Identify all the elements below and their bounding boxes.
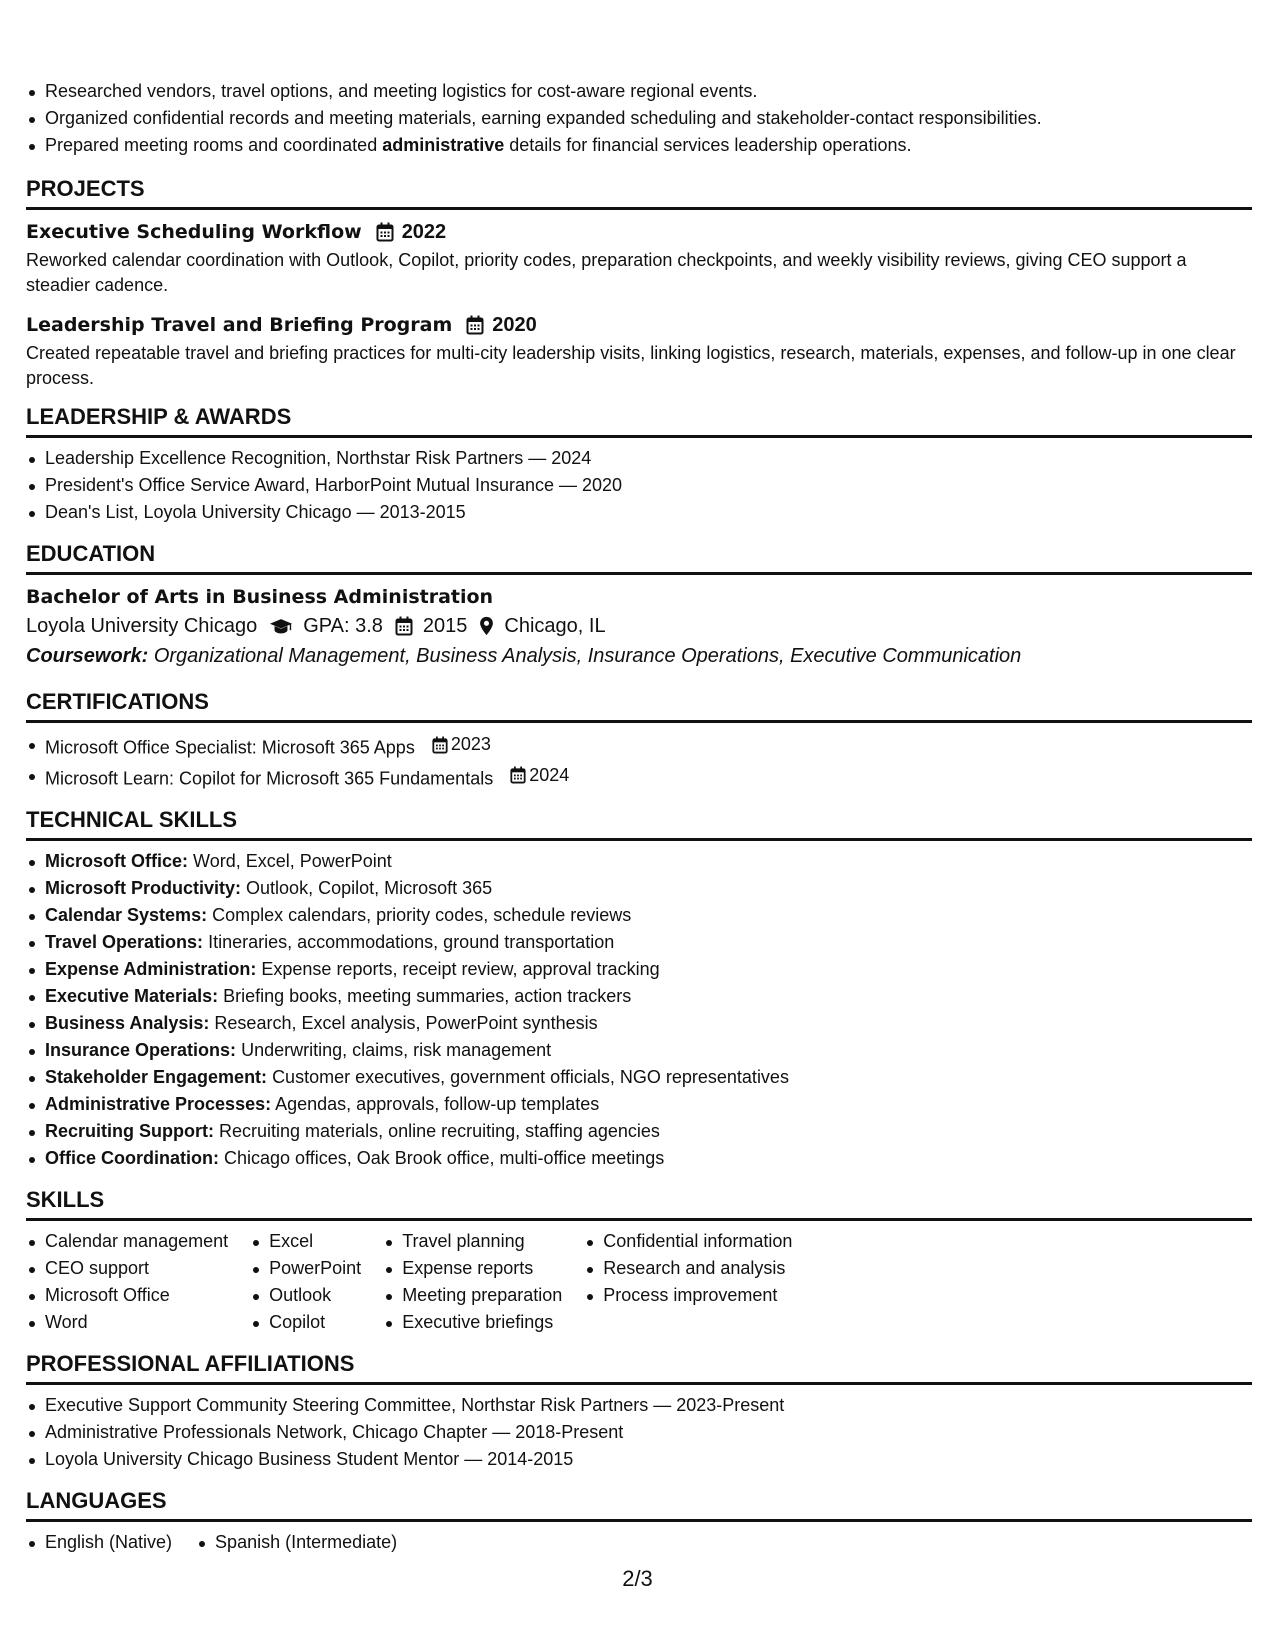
skill-item: Copilot xyxy=(250,1309,361,1336)
graduation-cap-icon xyxy=(269,618,293,635)
skill-label: Recruiting Support: xyxy=(45,1121,214,1141)
language-item: Spanish (Intermediate) xyxy=(196,1529,397,1556)
affiliations-list xyxy=(26,1392,1252,1473)
technical-skill-item xyxy=(26,1037,1252,1064)
skill-item: Outlook xyxy=(250,1282,361,1309)
experience-bullets xyxy=(26,78,1252,159)
skill-value: Underwriting, claims, risk management xyxy=(241,1040,552,1060)
gpa: GPA: 3.8 xyxy=(303,615,383,637)
project-description: Created repeatable travel and briefing practices for multi-city leadership visits, linking logistics, research, materials, expenses, and follow-up in one clear process. xyxy=(26,343,1236,388)
skills-column xyxy=(584,1228,792,1336)
certifications-section xyxy=(26,689,1252,792)
technical-skill-item xyxy=(26,848,1252,875)
skill-label: Microsoft Productivity: xyxy=(45,878,242,898)
section-title: LANGUAGES xyxy=(26,1488,1252,1522)
skill-item: Travel planning xyxy=(383,1228,562,1255)
skill-item: Meeting preparation xyxy=(383,1282,562,1309)
calendar-icon xyxy=(466,315,484,335)
calendar-icon xyxy=(510,766,526,784)
graduation-year: 2015 xyxy=(422,615,468,637)
list-item: Leadership Excellence Recognition, Northstar Risk Partners — 2024 xyxy=(26,445,1252,472)
list-item: President's Office Service Award, HarborPoint Mutual Insurance — 2020 xyxy=(26,472,1252,499)
skill-item: Research and analysis xyxy=(584,1255,792,1282)
leadership-section xyxy=(26,404,1252,526)
skills-section xyxy=(26,1187,1252,1336)
technical-skill-item xyxy=(26,875,1252,902)
section-title: TECHNICAL SKILLS xyxy=(26,807,1252,841)
skill-item: CEO support xyxy=(26,1255,228,1282)
bullet-text: Researched vendors, travel options, and meeting logistics for cost-aware regional events. xyxy=(45,81,758,101)
section-title: SKILLS xyxy=(26,1187,1252,1221)
skill-value: Recruiting materials, online recruiting, staffing agencies xyxy=(219,1121,660,1141)
skill-value: Expense reports, receipt review, approval tracking xyxy=(261,959,660,979)
technical-skill-item xyxy=(26,929,1252,956)
calendar-icon xyxy=(395,616,413,636)
languages-section xyxy=(26,1488,1252,1556)
skill-item: Expense reports xyxy=(383,1255,562,1282)
list-item: Administrative Professionals Network, Chicago Chapter — 2018-Present xyxy=(26,1419,1252,1446)
skill-item: Process improvement xyxy=(584,1282,792,1309)
projects-section xyxy=(26,176,1252,391)
certification-year: 2023 xyxy=(450,734,491,754)
technical-skills-list xyxy=(26,848,1252,1172)
project-item xyxy=(26,311,1252,391)
education-meta xyxy=(26,611,1252,641)
project-name: Leadership Travel and Briefing Program xyxy=(26,314,453,336)
skills-column xyxy=(26,1228,228,1336)
skill-value: Briefing books, meeting summaries, action trackers xyxy=(223,986,632,1006)
skill-value: Outlook, Copilot, Microsoft 365 xyxy=(246,878,493,898)
section-title: PROFESSIONAL AFFILIATIONS xyxy=(26,1351,1252,1385)
skills-grid xyxy=(26,1228,1252,1336)
list-item: Dean's List, Loyola University Chicago — 2013-2015 xyxy=(26,499,1252,526)
degree-title: Bachelor of Arts in Business Administration xyxy=(26,586,494,608)
experience-bullet xyxy=(26,78,1252,105)
school-location: Chicago, IL xyxy=(504,615,606,637)
section-title: LEADERSHIP & AWARDS xyxy=(26,404,1252,438)
technical-skills-section xyxy=(26,807,1252,1172)
skill-item: Word xyxy=(26,1309,228,1336)
certifications-list xyxy=(26,731,1252,792)
project-year: 2022 xyxy=(401,221,447,243)
section-title: PROJECTS xyxy=(26,176,1252,210)
technical-skill-item xyxy=(26,1091,1252,1118)
skill-label: Expense Administration: xyxy=(45,959,257,979)
skill-value: Complex calendars, priority codes, schedule reviews xyxy=(212,905,632,925)
skill-label: Administrative Processes: xyxy=(45,1094,272,1114)
bullet-bold-text: administrative xyxy=(382,135,505,155)
certification-year: 2024 xyxy=(529,764,570,785)
coursework xyxy=(26,641,1252,671)
bullet-text: details for financial services leadership operations. xyxy=(504,135,912,155)
skill-item: Executive briefings xyxy=(383,1309,562,1336)
certification-name: Microsoft Office Specialist: Microsoft 365 Apps xyxy=(45,737,415,758)
coursework-label: Coursework: xyxy=(26,645,149,667)
skill-value: Customer executives, government officials, NGO representatives xyxy=(272,1067,789,1087)
project-name: Executive Scheduling Workflow xyxy=(26,221,362,243)
language-item: English (Native) xyxy=(26,1529,172,1556)
experience-bullet xyxy=(26,132,1252,159)
certification-name: Microsoft Learn: Copilot for Microsoft 365 Fundamentals xyxy=(45,768,494,788)
certification-item xyxy=(26,731,1252,762)
technical-skill-item xyxy=(26,1064,1252,1091)
page-number: 2/3 xyxy=(622,1566,653,1591)
skill-label: Office Coordination: xyxy=(45,1148,219,1168)
leadership-list xyxy=(26,445,1252,526)
skill-item: Excel xyxy=(250,1228,361,1255)
school-name: Loyola University Chicago xyxy=(26,615,258,637)
calendar-icon xyxy=(376,222,394,242)
technical-skill-item xyxy=(26,1145,1252,1172)
list-item: Executive Support Community Steering Committee, Northstar Risk Partners — 2023-Present xyxy=(26,1392,1252,1419)
skill-value: Agendas, approvals, follow-up templates xyxy=(275,1094,600,1114)
skill-item: PowerPoint xyxy=(250,1255,361,1282)
resume-page xyxy=(26,78,1252,1556)
location-pin-icon xyxy=(479,616,494,636)
certification-item xyxy=(26,762,1252,793)
skill-value: Research, Excel analysis, PowerPoint synthesis xyxy=(214,1013,598,1033)
project-item xyxy=(26,218,1252,298)
technical-skill-item xyxy=(26,1010,1252,1037)
skill-item: Calendar management xyxy=(26,1228,228,1255)
education-section xyxy=(26,541,1252,671)
skill-value: Word, Excel, PowerPoint xyxy=(193,851,392,871)
skill-item: Microsoft Office xyxy=(26,1282,228,1309)
skill-value: Itineraries, accommodations, ground transportation xyxy=(208,932,615,952)
languages-list xyxy=(26,1529,1252,1556)
list-item: Loyola University Chicago Business Student Mentor — 2014-2015 xyxy=(26,1446,1252,1473)
bullet-text: Prepared meeting rooms and coordinated xyxy=(45,135,383,155)
skill-label: Insurance Operations: xyxy=(45,1040,237,1060)
skill-label: Executive Materials: xyxy=(45,986,219,1006)
project-year: 2020 xyxy=(492,314,537,336)
coursework-list: Organizational Management, Business Analysis, Insurance Operations, Executive Communication xyxy=(153,645,1022,667)
skills-column xyxy=(383,1228,562,1336)
skill-label: Business Analysis: xyxy=(45,1013,210,1033)
skill-label: Microsoft Office: xyxy=(45,851,189,871)
technical-skill-item xyxy=(26,956,1252,983)
calendar-icon xyxy=(432,736,448,754)
skill-item: Confidential information xyxy=(584,1228,792,1255)
technical-skill-item xyxy=(26,902,1252,929)
bullet-text: Organized confidential records and meeting materials, earning expanded scheduling and stakeholder-contact responsibilities. xyxy=(45,108,1042,128)
section-title: CERTIFICATIONS xyxy=(26,689,1252,723)
affiliations-section xyxy=(26,1351,1252,1473)
skill-label: Travel Operations: xyxy=(45,932,204,952)
technical-skill-item xyxy=(26,983,1252,1010)
skill-label: Calendar Systems: xyxy=(45,905,208,925)
project-description: Reworked calendar coordination with Outlook, Copilot, priority codes, preparation checkpoints, and weekly visibility reviews, giving CEO support a steadier cadence. xyxy=(26,250,1187,295)
technical-skill-item xyxy=(26,1118,1252,1145)
experience-bullet xyxy=(26,105,1252,132)
section-title: EDUCATION xyxy=(26,541,1252,575)
skill-value: Chicago offices, Oak Brook office, multi-office meetings xyxy=(224,1148,665,1168)
skills-column xyxy=(250,1228,361,1336)
skill-label: Stakeholder Engagement: xyxy=(45,1067,268,1087)
